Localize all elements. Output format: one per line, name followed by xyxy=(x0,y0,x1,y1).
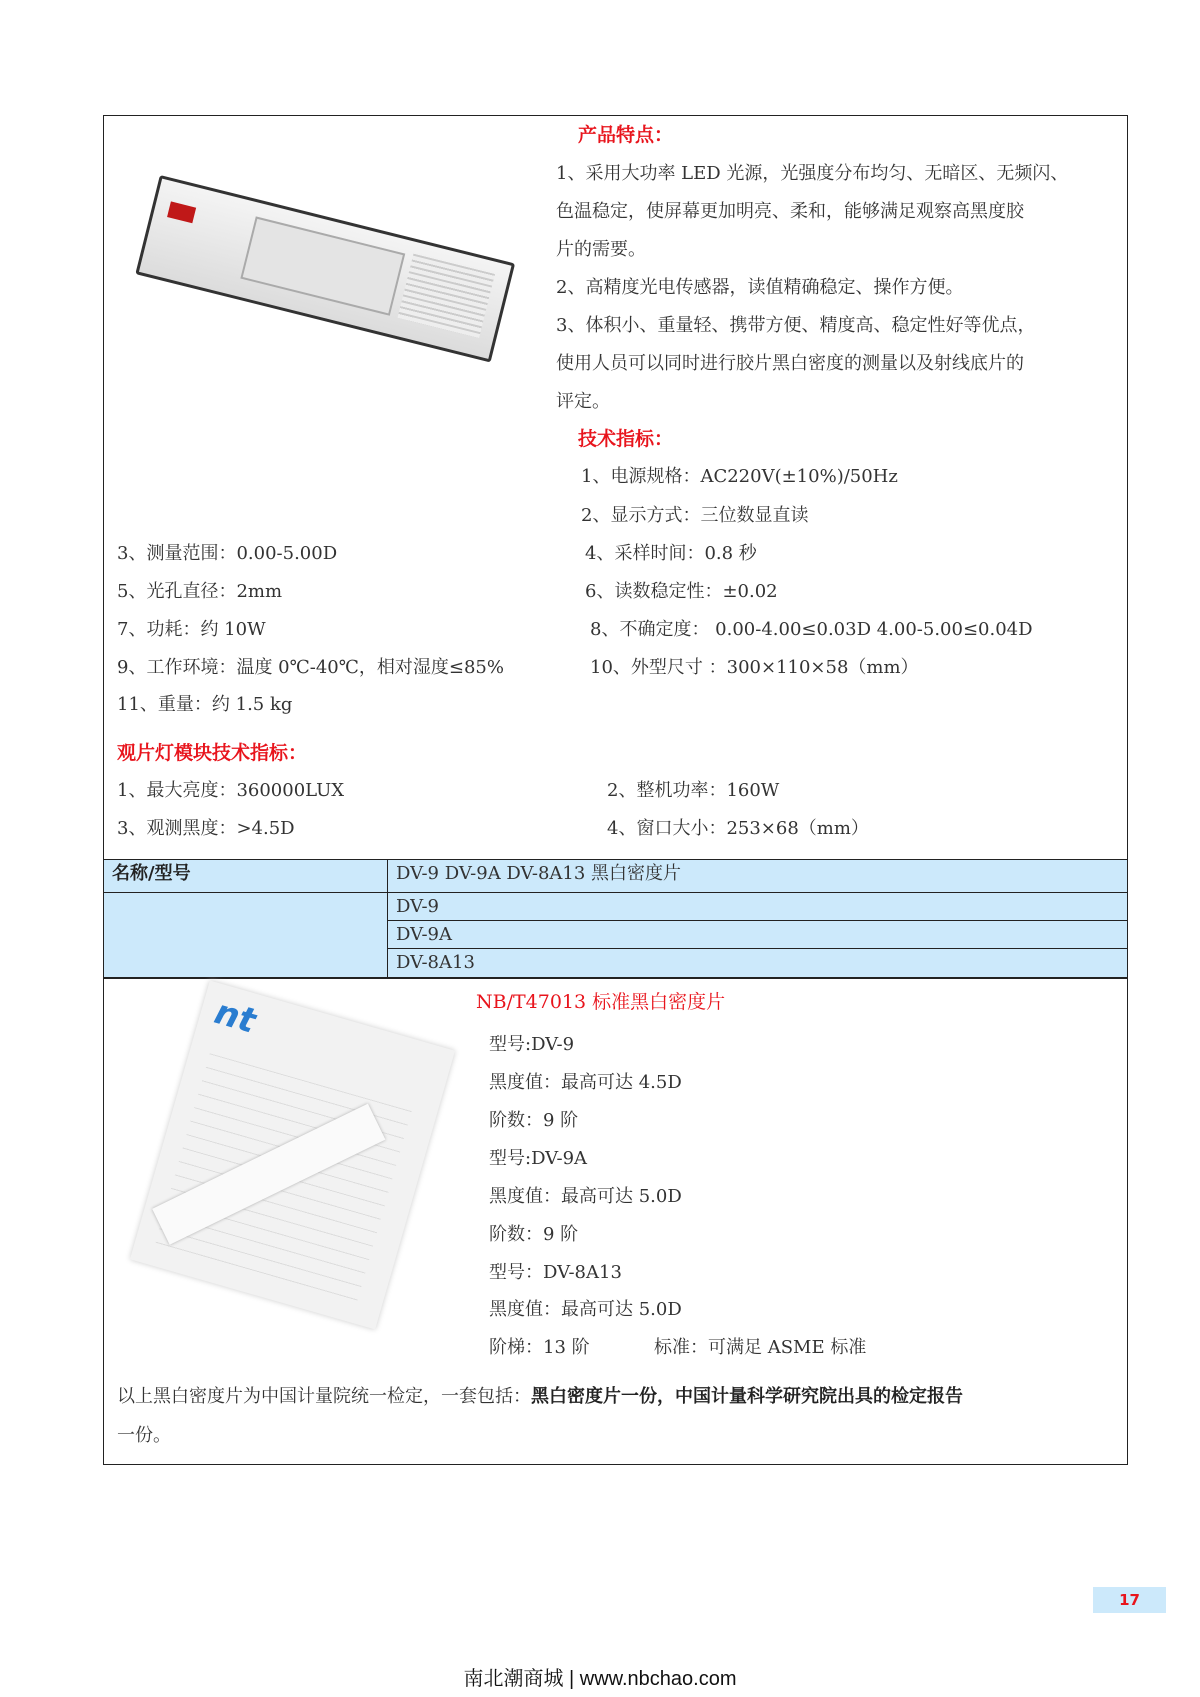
viewer-item: 2、整机功率：160W xyxy=(607,780,780,801)
film-line: 阶梯：13 阶 xyxy=(489,1337,590,1358)
spec-item: 7、功耗：约 10W xyxy=(117,619,266,640)
table-header-label: 名称/型号 xyxy=(103,859,389,894)
note-text: 以上黑白密度片为中国计量院统一检定，一套包括： xyxy=(117,1386,531,1407)
feature-line: 3、体积小、重量轻、携带方便、精度高、稳定性好等优点， xyxy=(556,315,1036,336)
spec-item: 4、采样时间：0.8 秒 xyxy=(585,543,757,564)
feature-line: 1、采用大功率 LED 光源，光强度分布均匀、无暗区、无频闪、 xyxy=(556,163,1069,184)
film-line: 型号:DV-9A xyxy=(489,1148,588,1169)
viewer-item: 1、最大亮度：360000LUX xyxy=(117,780,345,801)
table-empty-cell xyxy=(103,892,389,979)
feature-line: 2、高精度光电传感器，读值精确稳定、操作方便。 xyxy=(556,277,964,298)
calibration-certificate-image: nt xyxy=(130,980,455,1329)
table-row: DV-9 xyxy=(387,892,1128,922)
spec-item: 1、电源规格：AC220V(±10%)/50Hz xyxy=(581,466,898,487)
spec-item: 8、不确定度： 0.00-4.00≤0.03D 4.00-5.00≤0.04D xyxy=(590,619,1033,640)
feature-line: 色温稳定，使屏幕更加明亮、柔和，能够满足观察高黑度胶 xyxy=(556,201,1024,222)
viewer-item: 4、窗口大小：253×68（mm） xyxy=(607,818,869,839)
note-bold-text: 黑白密度片一份，中国计量科学研究院出具的检定报告 xyxy=(531,1386,963,1407)
film-line: 型号：DV-8A13 xyxy=(489,1262,622,1283)
spec-item: 10、外型尺寸 ：300×110×58（mm） xyxy=(590,657,919,678)
film-line: 阶数：9 阶 xyxy=(489,1224,579,1245)
film-line: 黑度值：最高可达 5.0D xyxy=(489,1299,682,1320)
feature-line: 评定。 xyxy=(556,391,610,412)
table-header-value: DV-9 DV-9A DV-8A13 黑白密度片 xyxy=(387,859,1128,894)
spec-item: 9、工作环境：温度 0℃-40℃，相对湿度≤85% xyxy=(117,657,504,678)
specs-heading: 技术指标： xyxy=(578,428,674,450)
film-heading: NB/T47013 标准黑白密度片 xyxy=(476,991,726,1013)
viewer-item: 3、观测黑度：>4.5D xyxy=(117,818,295,839)
features-heading: 产品特点： xyxy=(578,124,674,146)
film-line: 黑度值：最高可达 4.5D xyxy=(489,1072,682,1093)
table-row: DV-8A13 xyxy=(387,948,1128,979)
feature-line: 使用人员可以同时进行胶片黑白密度的测量以及射线底片的 xyxy=(556,353,1024,374)
spec-item: 3、测量范围：0.00-5.00D xyxy=(117,543,338,564)
note-paragraph xyxy=(117,1388,963,1406)
spec-item: 6、读数稳定性：±0.02 xyxy=(585,581,778,602)
feature-line: 片的需要。 xyxy=(556,239,646,260)
spec-item: 2、显示方式：三位数显直读 xyxy=(581,505,809,526)
spec-item: 11、重量：约 1.5 kg xyxy=(117,694,293,715)
film-line: 阶数：9 阶 xyxy=(489,1110,579,1131)
spec-item: 5、光孔直径：2mm xyxy=(117,581,283,602)
footer-site[interactable]: 南北潮商城 | www.nbchao.com xyxy=(463,1668,737,1690)
table-row: DV-9A xyxy=(387,920,1128,950)
page-number: 17 xyxy=(1093,1587,1166,1613)
viewer-heading: 观片灯模块技术指标： xyxy=(117,742,308,764)
note-tail: 一份。 xyxy=(117,1425,171,1446)
film-standard: 标准：可满足 ASME 标准 xyxy=(654,1337,867,1358)
film-line: 黑度值：最高可达 5.0D xyxy=(489,1186,682,1207)
film-line: 型号:DV-9 xyxy=(489,1034,575,1055)
